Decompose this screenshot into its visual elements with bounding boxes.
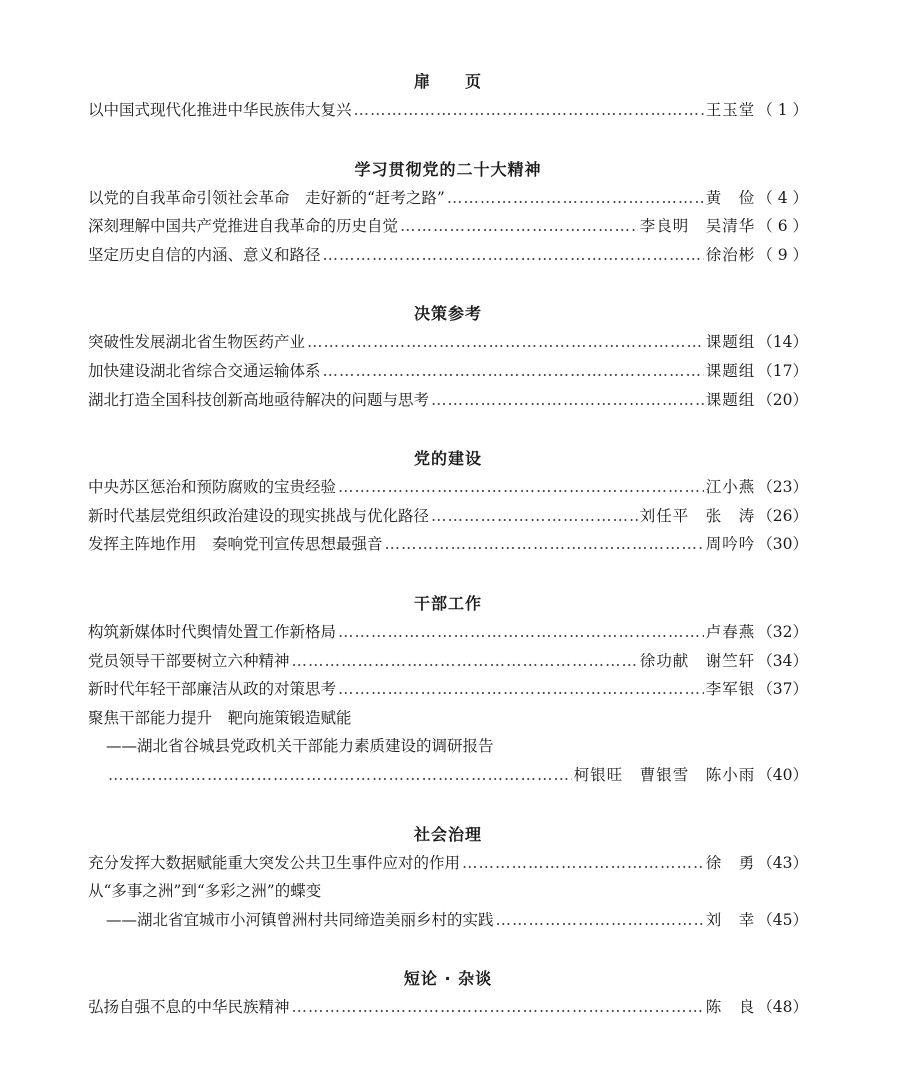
entry-page-number: （45） — [757, 910, 808, 929]
toc-entry[interactable] — [88, 386, 808, 415]
toc-entry[interactable] — [88, 502, 808, 531]
leader-dots — [354, 96, 704, 125]
entry-page-number: （48） — [757, 998, 808, 1017]
entry-title: 中央苏区惩治和预防腐败的宝贵经验 — [88, 478, 337, 497]
toc-entry[interactable] — [88, 357, 808, 386]
toc-entry[interactable] — [88, 849, 808, 878]
entry-author: 徐功献 谢竺轩 — [639, 651, 756, 670]
entry-author: 徐治彬 — [705, 245, 756, 264]
entry-title: 深刻理解中国共产党推进自我革命的历史自觉 — [88, 217, 399, 236]
toc-entry[interactable] — [88, 647, 808, 676]
entry-page-number: （17） — [757, 361, 808, 380]
section-title: 扉 页 — [413, 72, 482, 91]
toc-section — [88, 156, 808, 270]
leader-dots — [462, 849, 704, 878]
section-title: 决策参考 — [413, 304, 482, 324]
entry-page-number: （30） — [757, 535, 808, 554]
leader-dots — [496, 906, 704, 935]
entry-author: 江小燕 — [705, 478, 756, 497]
entry-author: 周吟吟 — [705, 535, 756, 554]
entry-title: 弘扬自强不息的中华民族精神 — [88, 998, 290, 1017]
entry-subtitle: ——湖北省谷城县党政机关干部能力素质建设的调研报告 — [106, 737, 494, 756]
entry-page-number: （14） — [757, 333, 808, 352]
entry-author: 柯银旺 曹银雪 陈小雨 — [573, 765, 756, 784]
leader-dots — [431, 502, 638, 531]
entry-author: 黄 俭 — [705, 188, 756, 207]
entry-page-number: （40） — [757, 765, 808, 784]
entry-page-number: （20） — [757, 390, 808, 409]
entry-subtitle: ——湖北省宜城市小河镇曾洲村共同缔造美丽乡村的实践 — [106, 910, 494, 929]
entry-author: 刘 幸 — [705, 910, 756, 929]
leader-dots — [338, 675, 704, 704]
entry-title: 坚定历史自信的内涵、意义和路径 — [88, 245, 321, 264]
leader-dots — [385, 530, 704, 559]
entry-author: 课题组 — [705, 333, 756, 352]
section-title: 社会治理 — [413, 824, 482, 844]
toc-entry[interactable] — [88, 184, 808, 213]
toc-section — [88, 445, 808, 559]
entry-author: 课题组 — [705, 361, 756, 380]
entry-title: 湖北打造全国科技创新高地亟待解决的问题与思考 — [88, 390, 430, 409]
entry-author: 王玉堂 — [705, 101, 756, 119]
entry-title: 党员领导干部要树立六种精神 — [88, 651, 290, 670]
entry-author: 陈 良 — [705, 998, 756, 1017]
table-of-contents — [88, 68, 808, 1053]
leader-dots — [338, 473, 704, 502]
entry-author: 卢春燕 — [705, 622, 756, 641]
entry-page-number: （ 9 ） — [757, 245, 808, 264]
entry-title: 新时代基层党组织政治建设的现实挑战与优化路径 — [88, 506, 430, 525]
section-title: 短论 · 杂谈 — [403, 969, 493, 989]
leader-dots — [108, 761, 572, 790]
leader-dots — [447, 184, 704, 213]
entry-page-number: （ 1 ） — [757, 101, 808, 119]
entry-title: 加快建设湖北省综合交通运输体系 — [88, 361, 321, 380]
entry-author: 徐 勇 — [705, 853, 756, 872]
section-title: 党的建设 — [413, 449, 482, 469]
leader-dots — [323, 357, 704, 386]
entry-page-number: （ 6 ） — [757, 217, 808, 236]
entry-page-number: （ 4 ） — [757, 188, 808, 207]
toc-entry-title-line[interactable]: 从“多事之洲”到“多彩之洲”的蝶变 — [88, 882, 322, 901]
toc-entry[interactable] — [88, 473, 808, 502]
entry-title: 发挥主阵地作用 奏响党刊宣传思想最强音 — [88, 535, 383, 554]
toc-section — [88, 965, 808, 1022]
toc-entry[interactable] — [88, 241, 808, 270]
toc-section — [88, 821, 808, 935]
toc-section — [88, 300, 808, 414]
toc-section — [88, 590, 808, 790]
entry-title: 以党的自我革命引领社会革命 走好新的“赶考之路” — [88, 188, 445, 207]
section-title: 干部工作 — [413, 593, 482, 613]
toc-entry[interactable] — [88, 212, 808, 241]
section-title: 学习贯彻党的二十大精神 — [354, 159, 542, 179]
leader-dots — [400, 212, 638, 241]
entry-page-number: （34） — [757, 651, 808, 670]
entry-page-number: （37） — [757, 680, 808, 699]
entry-author: 李军银 — [705, 680, 756, 699]
toc-entry[interactable] — [88, 675, 808, 704]
toc-entry[interactable] — [88, 993, 808, 1022]
entry-page-number: （32） — [757, 622, 808, 641]
toc-entry-title-line[interactable]: 聚焦干部能力提升 靶向施策锻造赋能 — [88, 708, 352, 727]
leader-dots — [431, 386, 704, 415]
toc-section — [88, 68, 808, 125]
leader-dots — [307, 328, 704, 357]
entry-author: 刘任平 张 涛 — [639, 506, 756, 525]
entry-title: 以中国式现代化推进中华民族伟大复兴 — [88, 101, 352, 119]
toc-entry[interactable] — [88, 618, 808, 647]
toc-entry[interactable] — [88, 328, 808, 357]
entry-title: 突破性发展湖北省生物医药产业 — [88, 333, 306, 352]
leader-dots — [292, 647, 638, 676]
entry-title: 充分发挥大数据赋能重大突发公共卫生事件应对的作用 — [88, 853, 461, 872]
toc-entry[interactable] — [88, 906, 808, 935]
entry-page-number: （26） — [757, 506, 808, 525]
leader-dots — [323, 241, 704, 270]
entry-title: 新时代年轻干部廉洁从政的对策思考 — [88, 680, 337, 699]
entry-page-number: （43） — [757, 853, 808, 872]
leader-dots — [338, 618, 704, 647]
toc-entry[interactable] — [88, 96, 808, 125]
entry-author: 课题组 — [705, 390, 756, 409]
toc-entry[interactable] — [88, 761, 808, 790]
entry-author: 李良明 吴清华 — [639, 217, 756, 236]
toc-entry[interactable] — [88, 530, 808, 559]
entry-title: 构筑新媒体时代舆情处置工作新格局 — [88, 622, 337, 641]
entry-page-number: （23） — [757, 478, 808, 497]
leader-dots — [292, 993, 704, 1022]
